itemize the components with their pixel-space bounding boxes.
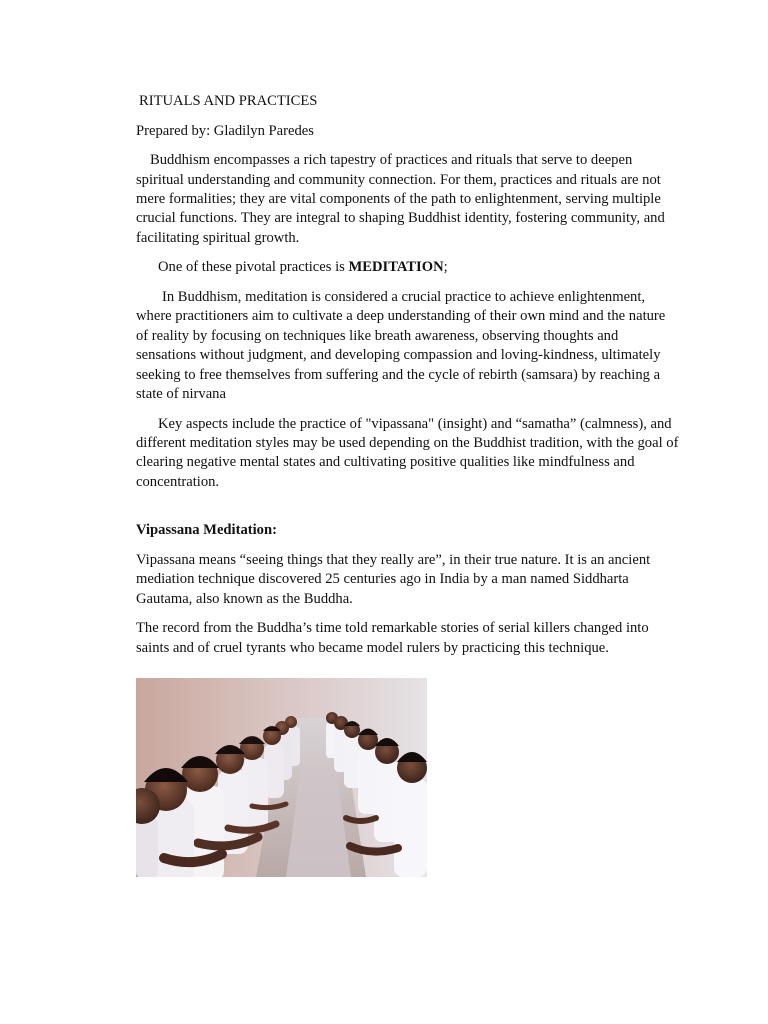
meditation-term: MEDITATION bbox=[348, 259, 444, 276]
section-heading bbox=[136, 521, 680, 540]
document-body bbox=[136, 92, 680, 668]
meditation-description-paragraph: In Buddhism, meditation is considered a crucial practice to achieve enlightenment, where practitioners aim to cultivate a deep understanding of their own mind and the nature of reality by focusing on techniques like breath awareness, observing thoughts and sensations without judgment, and developing compassion and loving-kindness, ultimately seeking to free themselves from suffering and the cycle of rebirth (samsara) by reaching a state of nirvana bbox=[136, 289, 666, 403]
document-title: RITUALS AND PRACTICES bbox=[139, 93, 318, 109]
meditation-intro-paragraph bbox=[136, 258, 680, 277]
vipassana-heading: Vipassana Meditation: bbox=[136, 522, 277, 539]
key-aspects-paragraph: Key aspects include the practice of "vipassana" (insight) and “samatha” (calmness), and different meditation styles may be used depending on the Buddhist tradition, with the goal of clearing negative mental states and cultivating positive qualities like mindfulness and concentration. bbox=[136, 415, 679, 490]
buddha-record-paragraph: The record from the Buddha’s time told remarkable stories of serial killers changed into saints and of cruel tyrants who became model rulers by practicing this technique. bbox=[136, 620, 649, 656]
meditation-intro-text: One of these pivotal practices is bbox=[158, 259, 349, 276]
author-line: Prepared by: Gladilyn Paredes bbox=[136, 122, 314, 139]
intro-paragraph: Buddhism encompasses a rich tapestry of practices and rituals that serve to deepen spiritual understanding and community connection. For them, practices and rituals are not mere formalities; they are vital components of the path to enlightenment, serving multiple crucial functions. They are integral to shaping Buddhist identity, fostering community, and facilitating spiritual growth. bbox=[136, 152, 665, 246]
meditation-group-photo bbox=[136, 678, 427, 877]
vipassana-definition-paragraph: Vipassana means “seeing things that they really are”, in their true nature. It is an ancient mediation technique discovered 25 centuries ago in India by a man named Siddharta Gautama, also known as the Buddha. bbox=[136, 551, 651, 607]
meditation-intro-end: ; bbox=[443, 259, 448, 276]
